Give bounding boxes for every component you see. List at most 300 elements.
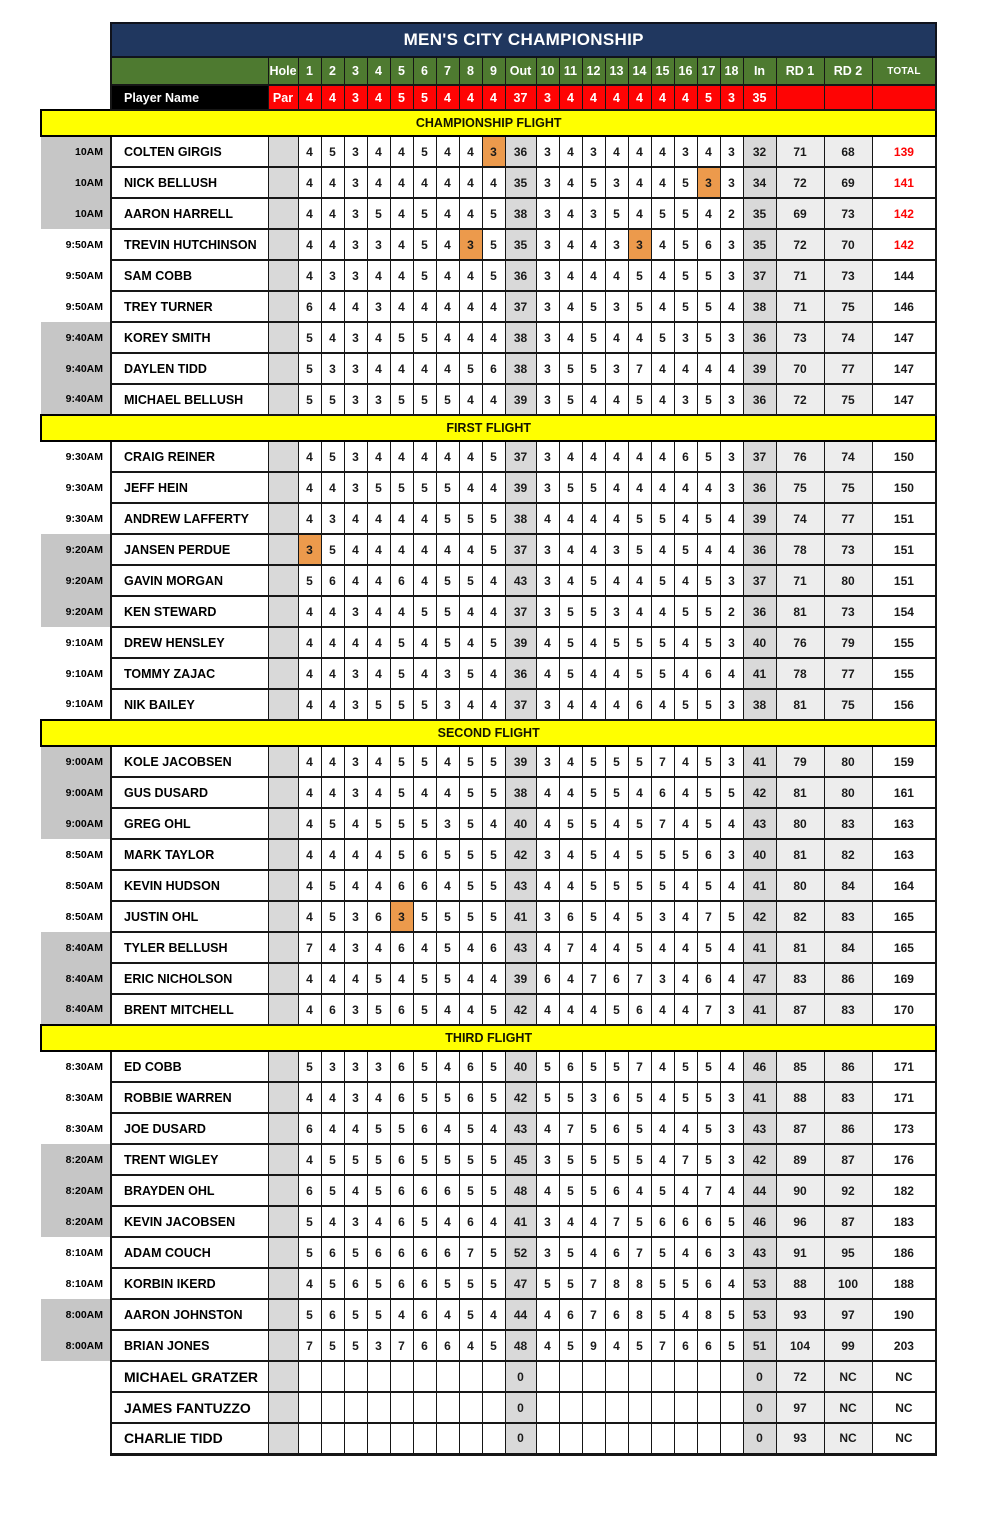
tee-time: 8:50AM — [65, 848, 103, 861]
hole-score: 4 — [674, 777, 697, 808]
hole-score: 5 — [413, 808, 436, 839]
hole-score: 5 — [367, 689, 390, 720]
hole-score: 4 — [674, 627, 697, 658]
hole-score: 5 — [390, 746, 413, 777]
hole-score: 3 — [536, 322, 559, 353]
hole-score: 8 — [628, 1268, 651, 1299]
hole-header-label: Hole — [268, 57, 298, 85]
hole-score: 3 — [390, 901, 413, 932]
hole-score — [559, 1392, 582, 1423]
hole-score: 4 — [482, 596, 505, 627]
spacer-cell — [268, 353, 298, 384]
hole-score: 5 — [674, 1268, 697, 1299]
hole-score: 7 — [298, 932, 321, 963]
hole-score: 4 — [651, 1051, 674, 1082]
tee-time: 9:30AM — [65, 451, 103, 463]
hole-score: 5 — [459, 1113, 482, 1144]
hole-score: 4 — [298, 260, 321, 291]
hole-score: 5 — [674, 1051, 697, 1082]
hole-score: 6 — [321, 1237, 344, 1268]
hole-score: 5 — [628, 503, 651, 534]
player-name: GREG OHL — [111, 808, 268, 839]
hole-score: 4 — [344, 963, 367, 994]
hole-score: 4 — [436, 167, 459, 198]
hole-score: 5 — [482, 1051, 505, 1082]
hole-score: 3 — [344, 596, 367, 627]
in-score: 53 — [743, 1268, 776, 1299]
hole-score: 5 — [344, 1237, 367, 1268]
hole-score: 3 — [582, 198, 605, 229]
hole-number-header: 3 — [344, 57, 367, 85]
hole-score: 2 — [720, 596, 743, 627]
hole-score: 3 — [605, 353, 628, 384]
hole-score: 3 — [720, 229, 743, 260]
in-score: 37 — [743, 260, 776, 291]
hole-score: 5 — [390, 658, 413, 689]
hole-score: 4 — [651, 932, 674, 963]
hole-score: 4 — [536, 994, 559, 1025]
spacer-cell — [268, 777, 298, 808]
hole-score: 4 — [651, 136, 674, 167]
hole-score: 5 — [697, 1144, 720, 1175]
hole-score: 3 — [459, 229, 482, 260]
hole-score: 4 — [344, 534, 367, 565]
hole-score: 4 — [459, 534, 482, 565]
total-score: 171 — [872, 1051, 936, 1082]
in-score: 41 — [743, 658, 776, 689]
hole-score: 3 — [344, 932, 367, 963]
player-name: MICHAEL BELLUSH — [111, 384, 268, 415]
spacer-cell — [268, 1423, 298, 1454]
hole-score — [605, 1392, 628, 1423]
rd2-score: 77 — [824, 503, 872, 534]
hole-score — [720, 1361, 743, 1392]
hole-score: 5 — [605, 777, 628, 808]
tee-time — [41, 1361, 111, 1392]
par-value: 3 — [536, 85, 559, 110]
hole-score: 6 — [436, 1175, 459, 1206]
spacer-cell — [268, 1144, 298, 1175]
total-score: 155 — [872, 627, 936, 658]
hole-score: 4 — [436, 229, 459, 260]
hole-score: 4 — [344, 1175, 367, 1206]
hole-score: 4 — [697, 198, 720, 229]
player-name: KEVIN HUDSON — [111, 870, 268, 901]
hole-score: 5 — [674, 839, 697, 870]
hole-score: 3 — [651, 963, 674, 994]
in-score: 35 — [743, 229, 776, 260]
hole-score: 3 — [536, 291, 559, 322]
spacer-cell — [268, 596, 298, 627]
hole-score: 4 — [436, 322, 459, 353]
player-name: TOMMY ZAJAC — [111, 658, 268, 689]
player-name: ROBBIE WARREN — [111, 1082, 268, 1113]
hole-score: 4 — [628, 136, 651, 167]
hole-score: 5 — [390, 777, 413, 808]
hole-score: 4 — [436, 353, 459, 384]
hole-score: 4 — [298, 901, 321, 932]
hole-score: 5 — [651, 1175, 674, 1206]
hole-score: 4 — [321, 932, 344, 963]
hole-score: 5 — [298, 322, 321, 353]
hole-score: 5 — [559, 1082, 582, 1113]
in-score: 44 — [743, 1175, 776, 1206]
hole-score — [482, 1392, 505, 1423]
spacer-cell — [268, 1113, 298, 1144]
in-score: 40 — [743, 627, 776, 658]
hole-score — [674, 1361, 697, 1392]
hole-score: 4 — [720, 658, 743, 689]
rd1-score: 78 — [776, 534, 824, 565]
hole-score: 4 — [436, 994, 459, 1025]
hole-score: 4 — [674, 808, 697, 839]
hole-score: 6 — [536, 963, 559, 994]
hole-score: 4 — [651, 260, 674, 291]
rd1-score: 71 — [776, 565, 824, 596]
hole-score: 5 — [413, 136, 436, 167]
hole-score — [582, 1392, 605, 1423]
player-name: ED COBB — [111, 1051, 268, 1082]
hole-score: 3 — [720, 260, 743, 291]
time-gutter — [41, 23, 111, 57]
tee-time: 10AM — [41, 136, 111, 167]
hole-number-header: 12 — [582, 57, 605, 85]
out-score: 0 — [505, 1392, 536, 1423]
hole-score — [298, 1423, 321, 1454]
flight-header: CHAMPIONSHIP FLIGHT — [41, 110, 936, 136]
hole-score: 4 — [559, 1206, 582, 1237]
hole-number-header: 8 — [459, 57, 482, 85]
hole-score — [413, 1392, 436, 1423]
hole-score: 4 — [720, 808, 743, 839]
hole-score: 5 — [482, 1330, 505, 1361]
rd2-score: 86 — [824, 1113, 872, 1144]
hole-score: 4 — [436, 1299, 459, 1330]
hole-score: 5 — [436, 627, 459, 658]
hole-score: 4 — [720, 291, 743, 322]
hole-score: 3 — [536, 839, 559, 870]
hole-score: 5 — [536, 1051, 559, 1082]
hole-score: 4 — [321, 839, 344, 870]
hole-score: 4 — [582, 689, 605, 720]
hole-score: 7 — [582, 1268, 605, 1299]
rd1-score: 87 — [776, 994, 824, 1025]
hole-score: 4 — [298, 1268, 321, 1299]
tee-time: 8:40AM — [41, 963, 111, 994]
hole-score: 3 — [536, 229, 559, 260]
hole-score: 5 — [559, 1175, 582, 1206]
spacer-cell — [268, 808, 298, 839]
hole-score — [559, 1361, 582, 1392]
hole-score: 4 — [367, 932, 390, 963]
tee-time: 8:10AM — [65, 1246, 103, 1259]
hole-score: 5 — [559, 1144, 582, 1175]
rd1-score: 75 — [776, 472, 824, 503]
hole-score: 3 — [344, 746, 367, 777]
hole-score: 5 — [390, 839, 413, 870]
hole-score: 4 — [413, 658, 436, 689]
spacer-cell — [268, 994, 298, 1025]
hole-score: 5 — [697, 1082, 720, 1113]
hole-score: 4 — [321, 689, 344, 720]
hole-score: 4 — [344, 870, 367, 901]
hole-score: 5 — [628, 932, 651, 963]
out-score: 48 — [505, 1330, 536, 1361]
rd1-score: 88 — [776, 1268, 824, 1299]
hole-score: 3 — [321, 1051, 344, 1082]
par-rd2-blank — [824, 85, 872, 110]
hole-score: 4 — [582, 658, 605, 689]
hole-score — [436, 1361, 459, 1392]
hole-score — [536, 1392, 559, 1423]
player-name: MARK TAYLOR — [111, 839, 268, 870]
hole-score: 5 — [482, 198, 505, 229]
rd2-score: 74 — [824, 441, 872, 472]
hole-score: 4 — [482, 808, 505, 839]
hole-score: 4 — [651, 596, 674, 627]
hole-score: 3 — [720, 167, 743, 198]
in-score: 43 — [743, 1113, 776, 1144]
hole-score: 8 — [605, 1268, 628, 1299]
hole-score: 3 — [720, 1237, 743, 1268]
hole-score: 5 — [605, 198, 628, 229]
hole-score: 4 — [582, 1206, 605, 1237]
hole-score: 4 — [628, 322, 651, 353]
rd1-score: 91 — [776, 1237, 824, 1268]
hole-score: 4 — [559, 689, 582, 720]
hole-score: 5 — [321, 1268, 344, 1299]
hole-score: 5 — [559, 596, 582, 627]
hole-score: 3 — [674, 322, 697, 353]
hole-score: 5 — [651, 839, 674, 870]
rd1-score: 72 — [776, 384, 824, 415]
hole-score: 6 — [459, 1051, 482, 1082]
hole-score: 6 — [367, 1237, 390, 1268]
hole-score: 4 — [344, 565, 367, 596]
spacer-cell — [268, 870, 298, 901]
tee-time: 8:50AM — [65, 910, 103, 923]
hole-score: 5 — [482, 441, 505, 472]
hole-score — [459, 1361, 482, 1392]
in-score: 46 — [743, 1206, 776, 1237]
hole-score: 3 — [651, 901, 674, 932]
hole-score: 5 — [298, 1051, 321, 1082]
hole-score: 4 — [605, 322, 628, 353]
hole-score: 6 — [605, 1082, 628, 1113]
hole-score: 5 — [605, 627, 628, 658]
rd2-header: RD 2 — [824, 57, 872, 85]
hole-score: 4 — [298, 1082, 321, 1113]
in-score: 42 — [743, 1144, 776, 1175]
player-name: NICK BELLUSH — [111, 167, 268, 198]
hole-score: 4 — [674, 901, 697, 932]
tee-time: 8:20AM — [41, 1175, 111, 1206]
hole-score — [298, 1361, 321, 1392]
spacer-cell — [268, 901, 298, 932]
spacer-cell — [268, 291, 298, 322]
rd1-score: 73 — [776, 322, 824, 353]
in-score: 36 — [743, 322, 776, 353]
hole-score: 4 — [413, 167, 436, 198]
hole-score: 4 — [413, 441, 436, 472]
rd1-score: 69 — [776, 198, 824, 229]
hole-score: 5 — [321, 1144, 344, 1175]
hole-score: 4 — [582, 503, 605, 534]
par-value: 3 — [344, 85, 367, 110]
hole-score: 5 — [367, 1175, 390, 1206]
hole-score: 5 — [321, 870, 344, 901]
rd1-score: 72 — [776, 229, 824, 260]
hole-score: 4 — [459, 932, 482, 963]
hole-score: 4 — [605, 1330, 628, 1361]
hole-score: 4 — [459, 963, 482, 994]
hole-score: 4 — [298, 472, 321, 503]
in-score: 42 — [743, 777, 776, 808]
hole-score: 3 — [536, 746, 559, 777]
hole-score: 5 — [413, 901, 436, 932]
hole-score: 4 — [321, 198, 344, 229]
spacer-cell — [268, 565, 298, 596]
total-score: 186 — [872, 1237, 936, 1268]
hole-score: 6 — [697, 839, 720, 870]
hole-score — [321, 1423, 344, 1454]
hole-score: 4 — [344, 503, 367, 534]
in-score: 0 — [743, 1423, 776, 1454]
hole-score: 3 — [344, 994, 367, 1025]
hole-score: 5 — [298, 1206, 321, 1237]
rd2-score: 75 — [824, 689, 872, 720]
hole-score: 6 — [413, 1268, 436, 1299]
total-score: 188 — [872, 1268, 936, 1299]
hole-score: 6 — [390, 1144, 413, 1175]
hole-score: 3 — [536, 901, 559, 932]
tee-time: 9:20AM — [41, 534, 111, 565]
hole-score: 4 — [298, 963, 321, 994]
hole-score: 5 — [482, 1175, 505, 1206]
hole-score: 5 — [720, 1330, 743, 1361]
par-in: 35 — [743, 85, 776, 110]
total-score: 154 — [872, 596, 936, 627]
spacer-cell — [268, 658, 298, 689]
hole-score: 6 — [413, 1237, 436, 1268]
hole-score: 5 — [436, 901, 459, 932]
hole-score: 4 — [536, 658, 559, 689]
total-score: 183 — [872, 1206, 936, 1237]
par-value: 4 — [674, 85, 697, 110]
hole-score: 6 — [605, 1113, 628, 1144]
hole-score: 3 — [720, 689, 743, 720]
out-header: Out — [505, 57, 536, 85]
hole-score: 7 — [651, 1330, 674, 1361]
hole-score: 5 — [605, 746, 628, 777]
hole-score: 6 — [321, 1299, 344, 1330]
hole-score: 3 — [536, 1206, 559, 1237]
player-name: KEN STEWARD — [111, 596, 268, 627]
hole-score: 6 — [321, 565, 344, 596]
hole-score: 5 — [697, 291, 720, 322]
hole-score: 5 — [628, 658, 651, 689]
hole-score: 3 — [344, 384, 367, 415]
hole-score: 4 — [436, 198, 459, 229]
hole-score: 6 — [413, 1175, 436, 1206]
hole-score: 5 — [628, 746, 651, 777]
hole-score: 4 — [367, 136, 390, 167]
hole-score: 6 — [628, 689, 651, 720]
rd1-score: 70 — [776, 353, 824, 384]
hole-score: 4 — [482, 1206, 505, 1237]
par-value: 4 — [459, 85, 482, 110]
out-score: 37 — [505, 596, 536, 627]
hole-score: 6 — [605, 963, 628, 994]
out-score: 44 — [505, 1299, 536, 1330]
hole-score: 4 — [482, 322, 505, 353]
hole-score: 3 — [605, 229, 628, 260]
out-score: 38 — [505, 198, 536, 229]
hole-score: 4 — [559, 198, 582, 229]
hole-score: 4 — [390, 503, 413, 534]
in-score: 38 — [743, 689, 776, 720]
hole-score: 5 — [697, 1051, 720, 1082]
hole-score: 5 — [605, 994, 628, 1025]
hole-score: 5 — [436, 839, 459, 870]
hole-score: 4 — [674, 658, 697, 689]
hole-score: 5 — [582, 777, 605, 808]
hole-score: 3 — [344, 441, 367, 472]
hole-score: 5 — [582, 901, 605, 932]
total-score: 151 — [872, 534, 936, 565]
hole-score: 6 — [674, 1206, 697, 1237]
hole-score — [321, 1361, 344, 1392]
hole-score: 4 — [651, 1144, 674, 1175]
hole-score — [605, 1423, 628, 1454]
hole-score: 6 — [559, 1051, 582, 1082]
hole-score — [628, 1392, 651, 1423]
hole-score: 4 — [582, 229, 605, 260]
tee-time: 9:40AM — [41, 353, 111, 384]
hole-score: 4 — [459, 167, 482, 198]
flight-header: FIRST FLIGHT — [41, 415, 936, 441]
spacer-cell — [268, 384, 298, 415]
player-name: JAMES FANTUZZO — [111, 1392, 268, 1423]
out-score: 37 — [505, 291, 536, 322]
rd2-score: 92 — [824, 1175, 872, 1206]
rd1-score: 76 — [776, 627, 824, 658]
rd1-score: 93 — [776, 1423, 824, 1454]
hole-score — [344, 1361, 367, 1392]
out-score: 43 — [505, 932, 536, 963]
spacer-cell — [268, 689, 298, 720]
hole-score: 9 — [582, 1330, 605, 1361]
score-table — [40, 22, 937, 1456]
hole-score: 6 — [459, 1082, 482, 1113]
hole-score: 5 — [651, 627, 674, 658]
hole-score: 3 — [344, 1206, 367, 1237]
hole-score: 3 — [720, 746, 743, 777]
total-score: 159 — [872, 746, 936, 777]
total-score: 155 — [872, 658, 936, 689]
par-value: 4 — [628, 85, 651, 110]
hole-score: 5 — [697, 322, 720, 353]
total-score: 147 — [872, 353, 936, 384]
par-value: 4 — [482, 85, 505, 110]
in-score: 37 — [743, 565, 776, 596]
hole-score: 4 — [651, 534, 674, 565]
hole-score: 4 — [367, 777, 390, 808]
hole-score: 5 — [482, 229, 505, 260]
hole-score: 6 — [390, 1051, 413, 1082]
hole-score: 3 — [720, 136, 743, 167]
hole-score: 4 — [459, 472, 482, 503]
